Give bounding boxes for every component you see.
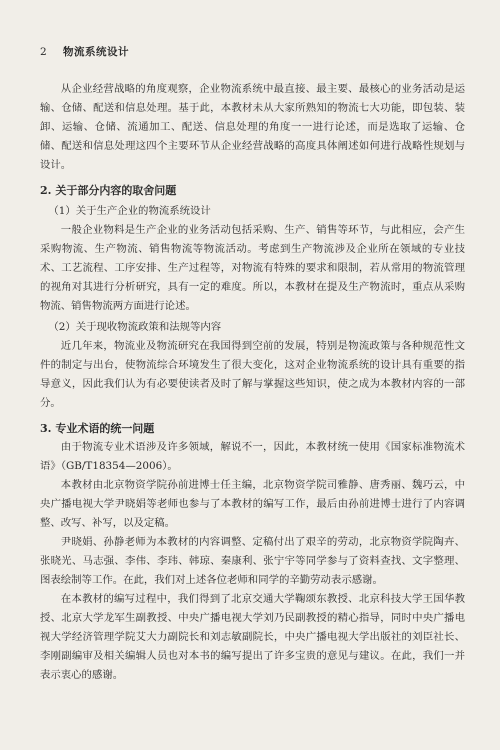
paragraph: 由于物流专业术语涉及许多领域，解说不一，因此，本教材统一使用《国家标准物流术语》（GB/T18354—2006）。 — [40, 441, 465, 472]
paragraph: 在本教材的编写过程中，我们得到了北京交通大学鞠颂东教授、北京科技大学王国华教授、北京大学龙军生副教授、中央广播电视大学刘乃民副教授的精心指导，同时中央广播电视大学经济管理学院艾大力副院长和刘志敏副院长，中央广播电视大学出版社的刘臣社长、李刚副编审及相关编辑人员也对本书的编写提出了许多宝贵的意见与建议。在此，我们一并表示衷心的感谢。 — [40, 593, 465, 681]
subsection-heading: （1）关于生产企业的物流系统设计 — [48, 205, 211, 217]
subsection-heading: （2）关于现收物流政策和法规等内容 — [48, 321, 222, 333]
section-heading: 2. 关于部分内容的取舍问题 — [40, 184, 177, 197]
book-title: 物流系统设计 — [63, 46, 130, 58]
paragraph: 一般企业物料是生产企业的业务活动包括采购、生产、销售等环节，与此相应，会产生采购物流、生产物流、销售物流等物流活动。考虑到生产物流涉及企业所在领域的专业技术、工艺流程、工序安排、生产过程等，对物流有特殊的要求和限制，若从常用的物流管理的视角对其进行分析研究，具有一定的难度。所以，本教材在提及生产物流时，重点从采购物流、销售物流两方面进行论述。 — [40, 224, 465, 312]
page-number: 2 — [40, 46, 48, 58]
running-header — [40, 44, 460, 62]
paragraph: 本教材由北京物资学院孙前进博士任主编，北京物资学院司雅静、唐秀丽、魏巧云，中央广播电视大学尹晓娟等老师也参与了本教材的编写工作，最后由孙前进博士进行了内容调整、改写、补写，以及定稿。 — [40, 479, 465, 529]
paragraph: 近几年来，物流业及物流研究在我国得到空前的发展，特别是物流政策与各种规范性文件的制定与出台，使物流综合环境发生了很大变化，这对企业物流系统的设计具有重要的指导意义，因此我们认为有必要使读者及时了解与掌握这些知识，使之成为本教材内容的一部分。 — [40, 340, 465, 409]
paragraph: 从企业经营战略的角度观察，企业物流系统中最直接、最主要、最核心的业务活动是运输、仓储、配送和信息处理。基于此，本教材未从大家所熟知的物流七大功能，即包装、装卸、运输、仓储、流通加工、配送、信息处理的角度一一进行论述，而是选取了运输、仓储、配送和信息处理这四个主要环节从企业经营战略的高度具体阐述如何进行战略性规划与设计。 — [40, 83, 465, 171]
body-text — [40, 80, 465, 685]
section-heading: 3. 专业术语的统一问题 — [40, 422, 155, 435]
paragraph: 尹晓娟、孙静老师为本教材的内容调整、定稿付出了艰辛的劳动，北京物资学院陶卉、张晓光、马志强、李伟、李玮、韩琼、秦康利、张宁宇等同学参与了资料查找、文字整理、图表绘制等工作。在此，我们对上述各位老师和同学的辛勤劳动表示感谢。 — [40, 536, 465, 586]
